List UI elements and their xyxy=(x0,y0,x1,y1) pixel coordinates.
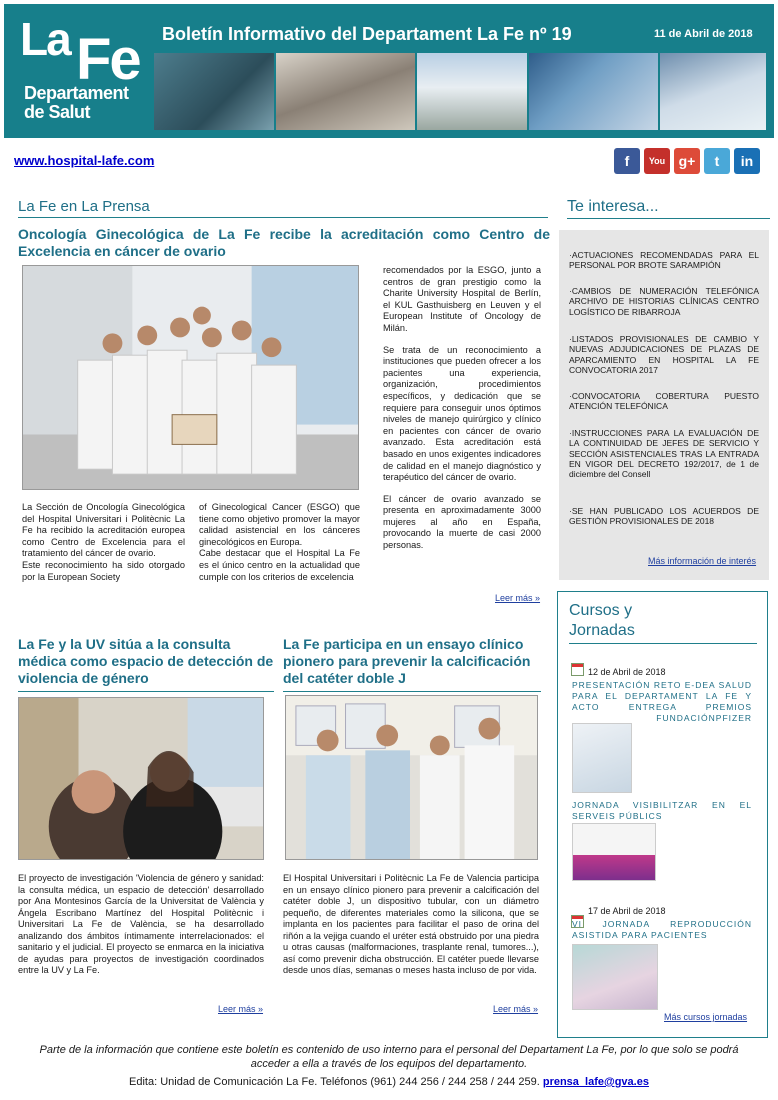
article2-photo xyxy=(18,697,264,860)
header-photo-strip xyxy=(154,53,766,130)
header-photo-building xyxy=(417,53,527,130)
newsletter-date: 11 de Abril de 2018 xyxy=(654,28,753,40)
article1-col3-p2: Se trata de un reconocimiento a instituciones que pueden ofrecer a los pacientes una experiencia, organización, procedimientos específicos, y dedicación que se requiere para conseguir unos óptimos niveles de manejo quirúrgico y clínico en pacientes con cáncer de ovario avanzado. Esta acreditación está basado en unos exigentes indicadores de calidad en el manejo diagnóstico y terapéutico del cáncer de ovario. xyxy=(383,344,541,483)
article2-read-more[interactable]: Leer más » xyxy=(218,1004,264,1014)
interest-item-2[interactable]: ·CAMBIOS DE NUMERACIÓN TELEFÓNICA ARCHIVO DE HISTORIAS CLÍNICAS CENTRO LOGÍSTICO DE RIBARROJA xyxy=(569,286,759,317)
footer-edit-text: Edita: Unidad de Comunicación La Fe. Teléfonos (961) 244 256 / 244 258 / 244 259. xyxy=(129,1076,543,1088)
article1-photo xyxy=(22,265,359,490)
article1-read-more[interactable]: Leer más » xyxy=(495,593,541,603)
article3-read-more[interactable]: Leer más » xyxy=(493,1004,539,1014)
interest-section-heading: Te interesa... xyxy=(567,198,770,219)
article2-title[interactable]: La Fe y la UV sitúa a la consulta médica como espacio de detección de violencia de género xyxy=(18,636,274,692)
logo-la: La xyxy=(20,13,70,65)
logo-line1: Departament xyxy=(24,83,129,103)
courses-heading-line1: Cursos y xyxy=(569,602,633,619)
event1-thumbnail[interactable] xyxy=(572,723,632,793)
header-photo-hospital xyxy=(660,53,766,130)
article1-col2: of Ginecological Cancer (ESGO) que tiene como objetivo promover la mayor calidad asistencial en los cánceres ginecológicos en Europa. Cabe destacar que el Hospital La Fe es el único centro en la actualidad que cumple con los criterios de excelencia xyxy=(199,502,360,582)
event2-title[interactable]: JORNADA VISIBILITZAR EN EL SERVEIS PÚBLICS xyxy=(572,800,752,821)
la-fe-logo xyxy=(16,14,144,132)
interest-item-5[interactable]: ·INSTRUCCIONES PARA LA EVALUACIÓN DE LA CONTINUIDAD DE JEFES DE SERVICIO Y SECCIÓN ASISTENCIALES TRAS LA ENTRADA EN VIGOR DEL DECRETO 192/2017, de 1 de diciembre del Consell xyxy=(569,428,759,480)
event3-date: 17 de Abril de 2018 xyxy=(588,906,666,916)
event3-title[interactable]: VI JORNADA REPRODUCCIÓN ASISTIDA PARA PACIENTES xyxy=(572,919,752,940)
article1-col3 xyxy=(383,265,541,552)
article1-col3-p3: El cáncer de ovario avanzado se presenta en aproximadamente 3000 mujeres al año en España, provocando la muerte de casi 2000 personas. xyxy=(383,493,541,551)
logo-department xyxy=(24,84,129,122)
article1-col1: La Sección de Oncología Ginecológica del Hospital Universitari i Politècnic La Fe ha recibido la acreditación europea como Centro de Excelencia para el tratamiento del cáncer de ovario. Este reconocimiento ha sido otorgado por la European Society xyxy=(22,502,185,582)
event1-title[interactable]: PRESENTACIÓN RETO E-DEA SALUD PARA EL DEPARTAMENT LA FE Y ACTO ENTREGA PREMIOS FUNDACIÓNPFIZER xyxy=(572,680,752,723)
header-photo-lab xyxy=(529,53,659,130)
article2-body: El proyecto de investigación 'Violencia de género y sanidad: la consulta médica, un espacio de detección' desarrollado por Ana Montesinos García de la Universitat de València y Ángela Escribano Martínez del Hospital Politècnic i Universitari La Fe de València, se ha desarrollado analizando dos ámbitos íntimamente interrelacionados: el sanitario y el judicial. El proyecto se enmarca en la iniciativa de ayudas para proyectos de investigación coordinados entre la UV y La Fe. xyxy=(18,873,264,975)
footer-contact xyxy=(20,1076,758,1088)
courses-more-link[interactable]: Más cursos jornadas xyxy=(664,1012,748,1022)
interest-item-3[interactable]: ·LISTADOS PROVISIONALES DE CAMBIO Y NUEVAS ADJUDICACIONES DE PLAZAS DE APARCAMIENTO EN HOSPITAL LA FE CONVOCATORIA 2017 xyxy=(569,334,759,375)
logo-line2: de Salut xyxy=(24,102,91,122)
event3-thumbnail[interactable] xyxy=(572,944,658,1010)
interest-item-1[interactable]: ·ACTUACIONES RECOMENDADAS PARA EL PERSONAL POR BROTE SARAMPIÓN xyxy=(569,250,759,271)
newsletter-title: Boletín Informativo del Departament La Fe nº 19 xyxy=(162,24,572,44)
google-plus-icon[interactable]: g+ xyxy=(674,148,700,174)
press-section-heading: La Fe en La Prensa xyxy=(18,198,548,218)
footer-disclaimer: Parte de la información que contiene este boletín es contenido de uso interno para el personal del Departament La Fe, por lo que solo se podrá acceder a ella a través de los equipos del departamento. xyxy=(39,1044,739,1070)
calendar-icon xyxy=(571,663,584,676)
article3-body: El Hospital Universitari i Politècnic La Fe de Valencia participa en un ensayo clínico pionero para prevenir a calcificación del catéter doble J, un dispositivo tubular, con un diámetro pequeño, de diferentes materiales como la silicona, que se implanta en los pacientes para facilitar el paso de orina del riñón a la vejiga cuando el uréter está obstruido por una piedra u otras causas (malformaciones, trasplante renal, tumores...), así como prevenir dicha obstrucción. El catéter puede llevarse desde unos días, semanas o meses hasta incluso de por vida. xyxy=(283,873,539,975)
logo-fe: Fe xyxy=(76,27,140,92)
social-links xyxy=(614,148,760,174)
footer-email-link[interactable]: prensa_lafe@gva.es xyxy=(542,1076,649,1088)
interest-item-6[interactable]: ·SE HAN PUBLICADO LOS ACUERDOS DE GESTIÓN PROVISIONALES DE 2018 xyxy=(569,506,759,527)
article1-title[interactable]: Oncología Ginecológica de La Fe recibe la acreditación como Centro de Excelencia en cáncer de ovario xyxy=(18,226,550,259)
header-photo-surgery xyxy=(154,53,274,130)
newsletter-header xyxy=(4,4,774,138)
interest-more-link[interactable]: Más información de interés xyxy=(648,556,757,566)
article3-photo xyxy=(285,695,538,860)
courses-heading xyxy=(569,601,757,644)
facebook-icon[interactable]: f xyxy=(614,148,640,174)
event2-thumbnail[interactable] xyxy=(572,823,656,881)
header-photo-typing xyxy=(276,53,416,130)
article3-title[interactable]: La Fe participa en un ensayo clínico pionero para prevenir la calcificación del catéter doble J xyxy=(283,636,541,692)
linkedin-icon[interactable]: in xyxy=(734,148,760,174)
website-link[interactable]: www.hospital-lafe.com xyxy=(14,153,155,168)
interest-item-4[interactable]: ·CONVOCATORIA COBERTURA PUESTO ATENCIÓN TELEFÓNICA xyxy=(569,391,759,412)
event1-date: 12 de Abril de 2018 xyxy=(588,667,666,677)
twitter-icon[interactable]: t xyxy=(704,148,730,174)
article1-col3-p1: recomendados por la ESGO, junto a centros de gran prestigio como la Charite University Hospital de Berlín, el KUL Gasthuisberg en Leuven y el European Institute of Oncology de Milán. xyxy=(383,265,541,333)
youtube-icon[interactable]: You xyxy=(644,148,670,174)
courses-heading-line2: Jornadas xyxy=(569,622,635,639)
